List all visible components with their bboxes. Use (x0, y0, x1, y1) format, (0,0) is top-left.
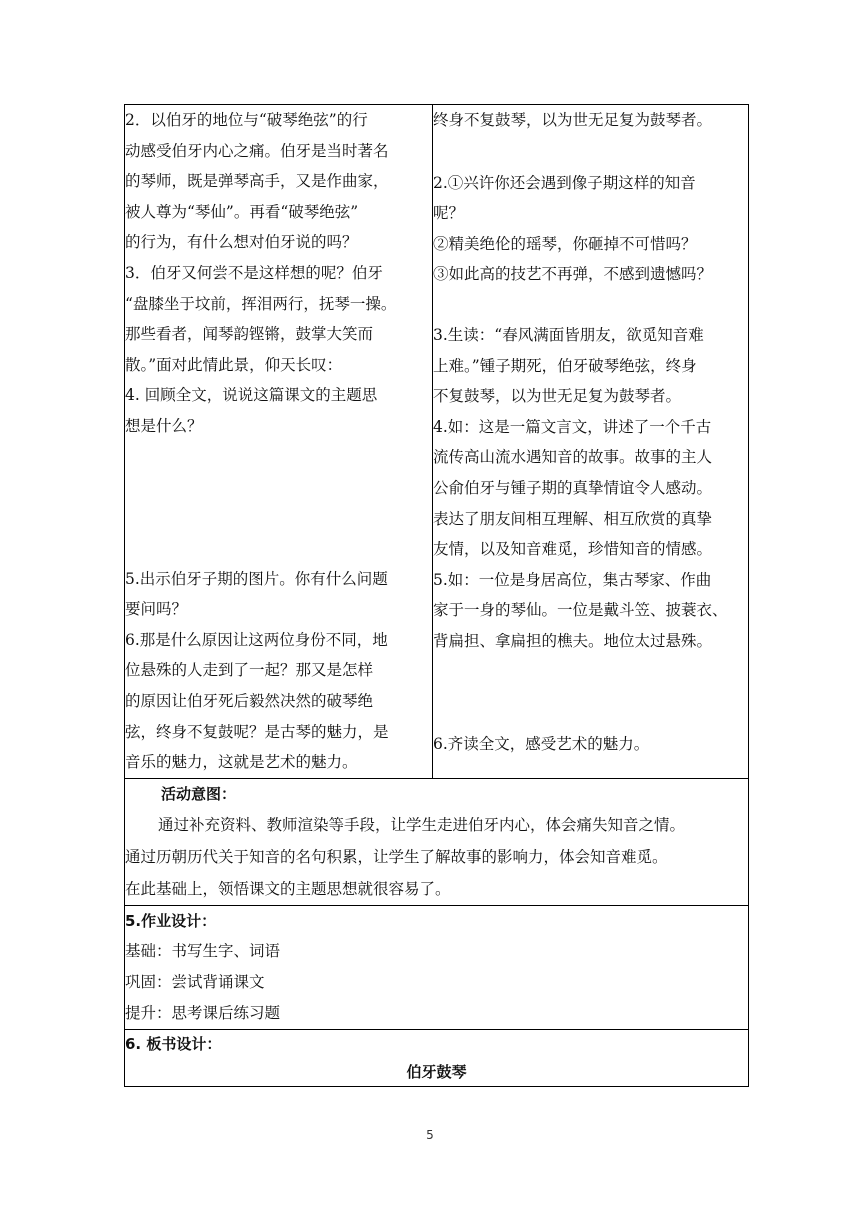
text-line: 5.出示伯牙子期的图片。你有什么问题 (125, 569, 388, 588)
intent-line: 通过历朝历代关于知音的名句积累，让学生了解故事的影响力，体会知音难觅。 (125, 847, 668, 866)
board-row (125, 1029, 749, 1086)
text-line: 表达了朋友间相互理解、相互欣赏的真挚 (433, 509, 713, 528)
text-line: 的琴师，既是弹琴高手，又是作曲家， (125, 172, 389, 191)
text-line: 不复鼓琴，以为世无足复为鼓琴者。 (433, 387, 682, 406)
page-number: 5 (426, 1128, 434, 1142)
text-line: 2.①兴许你还会遇到像子期这样的知音 (433, 173, 696, 192)
text-line: 5.如：一位是身居高位，集古琴家、作曲 (433, 570, 712, 589)
text-line: 家于一身的琴仙。一位是戴斗笠、披蓑衣、 (433, 601, 728, 620)
text-line: 2．以伯牙的地位与“破琴绝弦”的行 (125, 111, 368, 129)
text-line: 弦，终身不复鼓呢？是古琴的魅力，是 (125, 722, 389, 741)
intent-line: 通过补充资料、教师渲染等手段，让学生走进伯牙内心，体会痛失知音之情。 (158, 815, 686, 834)
intent-line: 在此基础上，领悟课文的主题思想就很容易了。 (125, 879, 451, 898)
text-line: 公俞伯牙与锺子期的真挚情谊令人感动。 (433, 478, 713, 497)
spacer (433, 657, 748, 729)
text-line: 6.齐读全文，感受艺术的魅力。 (433, 734, 650, 753)
homework-item: 基础：书写生字、词语 (125, 941, 281, 960)
text-line: ②精美绝伦的瑶琴，你砸掉不可惜吗？ (433, 234, 697, 253)
text-line: 要问吗？ (125, 600, 188, 619)
homework-cell (125, 905, 749, 1029)
text-line: 3．伯牙又何尝不是这样想的呢？伯牙 (125, 263, 383, 282)
lesson-plan-table (124, 104, 749, 1087)
homework-item: 巩固：尝试背诵课文 (125, 972, 265, 991)
text-line: 3.生读：“春风满面皆朋友，欲觅知音难 (433, 325, 704, 344)
activity-intent-cell (125, 778, 749, 905)
text-line: 流传高山流水遇知音的故事。故事的主人 (433, 448, 713, 467)
board-title: 伯牙鼓琴 (406, 1062, 467, 1081)
activity-intent-heading: 活动意图： (161, 784, 237, 803)
text-line: 散。”面对此情此景，仰天长叹： (125, 355, 343, 374)
homework-item: 提升：思考课后练习题 (125, 1003, 281, 1022)
text-line: 4. 回顾全文，说说这篇课文的主题思 (125, 386, 378, 405)
text-line: 的原因让伯牙死后毅然决然的破琴绝 (125, 691, 374, 710)
student-activity-cell (433, 105, 749, 779)
text-line: 被人尊为“琴仙”。再看“破琴绝弦” (125, 202, 359, 221)
board-heading: 6. 板书设计： (125, 1034, 222, 1053)
text-line: 位悬殊的人走到了一起？那又是怎样 (125, 661, 374, 680)
text-line: 终身不复鼓琴，以为世无足复为鼓琴者。 (433, 111, 713, 129)
activity-intent-row (125, 778, 749, 905)
text-line: 4.如：这是一篇文言文，讲述了一个千古 (433, 417, 712, 436)
homework-heading: 5.作业设计： (125, 911, 217, 930)
text-line: 呢？ (433, 204, 465, 223)
teacher-activity-cell (125, 105, 433, 779)
text-line: 背扁担、拿扁担的樵夫。地位太过悬殊。 (433, 631, 713, 650)
spacer (125, 442, 432, 564)
text-line: 的行为，有什么想对伯牙说的吗？ (125, 233, 358, 252)
text-line: 6.那是什么原因让这两位身份不同，地 (125, 630, 388, 649)
text-line: “盘膝坐于坟前，挥泪两行，抚琴一操。 (125, 294, 397, 313)
process-row (125, 105, 749, 779)
homework-row (125, 905, 749, 1029)
spacer (433, 290, 748, 320)
text-line: 想是什么？ (125, 416, 203, 435)
board-cell (125, 1029, 749, 1086)
text-line: ③如此高的技艺不再弹，不感到遗憾吗？ (433, 265, 713, 284)
text-line: 音乐的魅力，这就是艺术的魅力。 (125, 753, 358, 772)
text-line: 动感受伯牙内心之痛。伯牙是当时著名 (125, 141, 389, 160)
text-line: 那些看者，闻琴韵铿锵，鼓掌大笑而 (125, 325, 374, 344)
text-line: 上难。”锺子期死，伯牙破琴绝弦，终身 (433, 356, 697, 375)
spacer (433, 136, 748, 168)
text-line: 友情，以及知音难觅，珍惜知音的情感。 (433, 540, 713, 559)
